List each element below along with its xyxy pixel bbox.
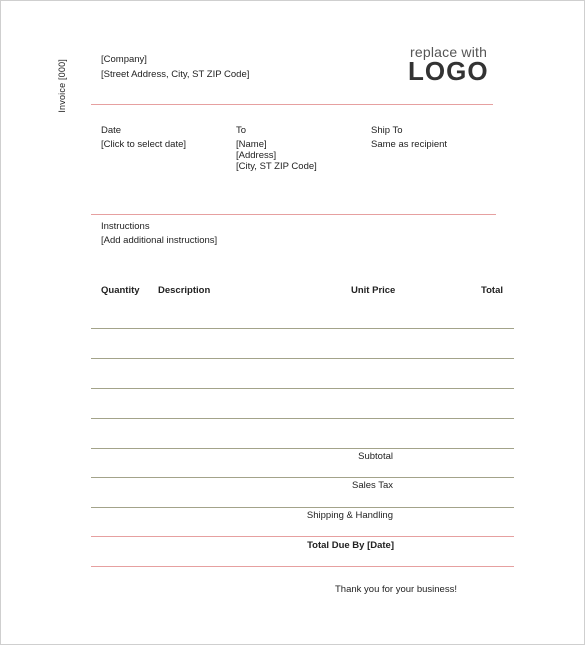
date-field[interactable]: [Click to select date] bbox=[101, 139, 187, 150]
ship-to-field[interactable]: Same as recipient bbox=[371, 139, 448, 150]
divider-details bbox=[91, 214, 496, 215]
instructions-label: Instructions bbox=[101, 221, 150, 232]
logo-text: LOGO bbox=[408, 56, 489, 86]
summary-divider bbox=[91, 507, 514, 508]
instructions-field[interactable]: [Add additional instructions] bbox=[101, 235, 218, 246]
company-address[interactable]: [Street Address, City, ST ZIP Code] bbox=[101, 69, 250, 80]
logo-caption: replace with bbox=[410, 44, 488, 60]
ship-to-label: Ship To bbox=[371, 125, 403, 136]
column-header-unit-price: Unit Price bbox=[351, 285, 396, 296]
to-city-field[interactable]: [City, ST ZIP Code] bbox=[236, 161, 317, 172]
date-label: Date bbox=[101, 125, 122, 136]
summary-divider bbox=[91, 566, 514, 567]
table-row[interactable] bbox=[91, 358, 514, 359]
column-header-description: Description bbox=[158, 285, 211, 296]
table-row[interactable] bbox=[91, 328, 514, 329]
invoice-number-label: Invoice [000] bbox=[57, 59, 67, 113]
to-name-field[interactable]: [Name] bbox=[236, 139, 267, 150]
table-row[interactable] bbox=[91, 448, 514, 449]
divider-header bbox=[91, 104, 493, 105]
column-header-total: Total bbox=[481, 285, 503, 296]
shipping-label: Shipping & Handling bbox=[306, 510, 393, 521]
subtotal-label: Subtotal bbox=[358, 451, 393, 462]
table-row[interactable] bbox=[91, 418, 514, 419]
to-address-field[interactable]: [Address] bbox=[236, 150, 277, 161]
to-label: To bbox=[236, 125, 247, 136]
sales-tax-label: Sales Tax bbox=[351, 480, 393, 491]
column-header-quantity: Quantity bbox=[101, 285, 140, 296]
table-row[interactable] bbox=[91, 388, 514, 389]
summary-divider bbox=[91, 477, 514, 478]
thank-you-note: Thank you for your business! bbox=[335, 584, 457, 595]
summary-divider bbox=[91, 536, 514, 537]
company-name[interactable]: [Company] bbox=[101, 54, 147, 65]
total-due-label: Total Due By [Date] bbox=[307, 540, 394, 551]
